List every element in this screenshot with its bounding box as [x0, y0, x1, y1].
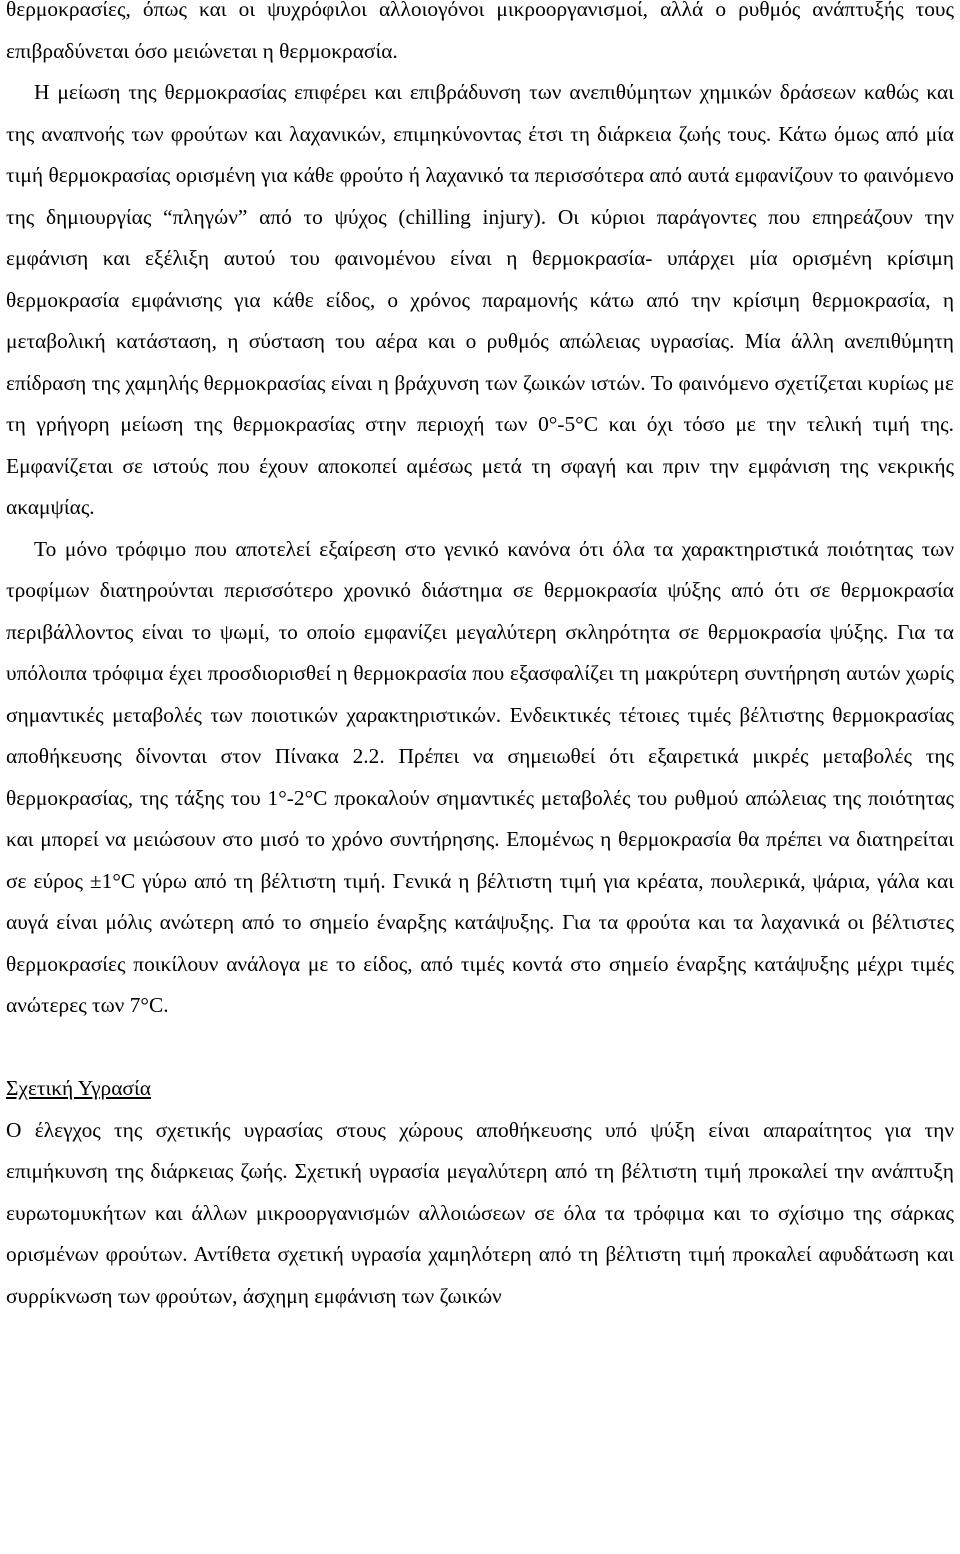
section-heading-relative-humidity: Σχετική Υγρασία [6, 1076, 151, 1100]
paragraph-relative-humidity: Ο έλεγχος της σχετικής υγρασίας στους χώρους αποθήκευσης υπό ψύξη είναι απαραίτητος για την επιμήκυνση της διάρκειας ζωής. Σχετική υγρασία μεγαλύτερη από τη βέλτιστη τιμή προκαλεί την ανάπτυξη ευρωτομυκήτων και άλλων μικροοργανισμών αλλοιώσεων σε όλα τα τρόφιμα και το σχίσιμο της σάρκας ορισμένων φρούτων. Αντίθετα σχετική υγρασία χαμηλότερη από τη βέλτιστη τιμή προκαλεί αφυδάτωση και συρρίκνωση των φρούτων, άσχημη εμφάνιση των ζωικών [6, 1117, 954, 1308]
document-page [6, 0, 954, 1317]
paragraph-continuation: θερμοκρασίες, όπως και οι ψυχρόφιλοι αλλοιογόνοι μικροοργανισμοί, αλλά ο ρυθμός ανάπτυξής τους επιβραδύνεται όσο μειώνεται η θερμοκρασία. [6, 0, 954, 63]
paragraph-gap [6, 1027, 954, 1069]
paragraph-optimal-temperature: Το μόνο τρόφιμο που αποτελεί εξαίρεση στο γενικό κανόνα ότι όλα τα χαρακτηριστικά ποιότητας των τροφίμων διατηρούνται περισσότερο χρονικό διάστημα σε θερμοκρασία ψύξης από ότι σε θερμοκρασία περιβάλλοντος είναι το ψωμί, το οποίο εμφανίζει μεγαλύτερη σκληρότητα σε θερμοκρασία ψύξης. Για τα υπόλοιπα τρόφιμα έχει προσδιορισθεί η θερμοκρασία που εξασφαλίζει τη μακρύτερη συντήρηση αυτών χωρίς σημαντικές μεταβολές των ποιοτικών χαρακτηριστικών. Ενδεικτικές τέτοιες τιμές βέλτιστης θερμοκρασίας αποθήκευσης δίνονται στον Πίνακα 2.2. Πρέπει να σημειωθεί ότι εξαιρετικά μικρές μεταβολές της θερμοκρασίας, της τάξης του 1°-2°C προκαλούν σημαντικές μεταβολές του ρυθμού απώλειας της ποιότητας και μπορεί να μειώσουν στο μισό το χρόνο συντήρησης. Επομένως η θερμοκρασία θα πρέπει να διατηρείται σε εύρος ±1°C γύρω από τη βέλτιστη τιμή. Γενικά η βέλτιστη τιμή για κρέατα, πουλερικά, ψάρια, γάλα και αυγά είναι μόλις ανώτερη από το σημείο έναρξης κατάψυξης. Για τα φρούτα και τα λαχανικά οι βέλτιστες θερμοκρασίες ποικίλουν ανάλογα με το είδος, από τιμές κοντά στο σημείο έναρξης κατάψυξης μέχρι τιμές ανώτερες των 7°C. [6, 536, 954, 1017]
paragraph-temperature-effects: Η μείωση της θερμοκρασίας επιφέρει και επιβράδυνση των ανεπιθύμητων χημικών δράσεων καθώς και της αναπνοής των φρούτων και λαχανικών, επιμηκύνοντας έτσι τη διάρκεια ζωής τους. Κάτω όμως από μία τιμή θερμοκρασίας ορισμένη για κάθε φρούτο ή λαχανικό τα περισσότερα από αυτά εμφανίζουν το φαινόμενο της δημιουργίας “πληγών” από το ψύχος (chilling injury). Οι κύριοι παράγοντες που επηρεάζουν την εμφάνιση και εξέλιξη αυτού του φαινομένου είναι η θερμοκρασία- υπάρχει μία ορισμένη κρίσιμη θερμοκρασία εμφάνισης για κάθε είδος, ο χρόνος παραμονής κάτω από την κρίσιμη θερμοκρασία, η μεταβολική κατάσταση, η σύσταση του αέρα και ο ρυθμός απώλειας υγρασίας. Μία άλλη ανεπιθύμητη επίδραση της χαμηλής θερμοκρασίας είναι η βράχυνση των ζωικών ιστών. Το φαινόμενο σχετίζεται κυρίως με τη γρήγορη μείωση της θερμοκρασίας στην περιοχή των 0°-5°C και όχι τόσο με την τελική τιμή της. Εμφανίζεται σε ιστούς που έχουν αποκοπεί αμέσως μετά τη σφαγή και πριν την εμφάνιση της νεκρικής ακαμψίας. [6, 80, 954, 519]
